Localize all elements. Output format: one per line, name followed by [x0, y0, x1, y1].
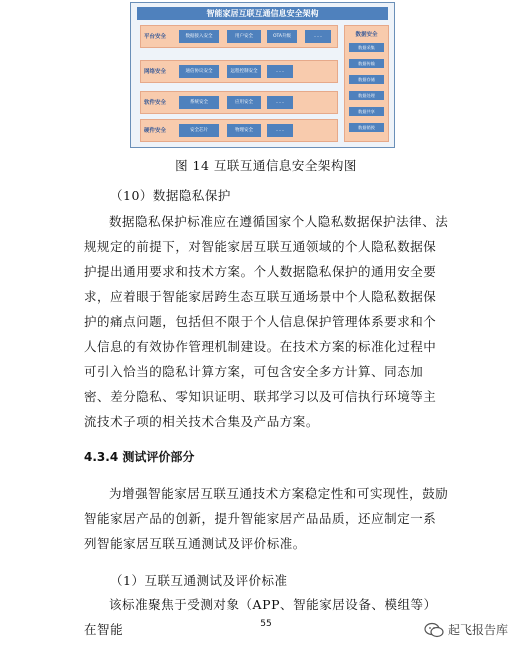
- wechat-icon: [424, 622, 444, 638]
- side-item: 数据采集: [349, 43, 384, 52]
- layer-label: 平台安全: [144, 34, 167, 40]
- privacy-paragraph: 数据隐私保护标准应在遵循国家个人隐私数据保护法律、法规规定的前提下，对智能家居互联互通领域的个人隐私数据保护提出通用要求和技术方案。个人数据隐私保护的通用安全要求，应着眼于智能家居跨生态互联互通场景中个人隐私数据保护的痛点问题，包括但不限于个人信息保护管理体系要求和个人信息的有效协作管理机制建设。在技术方案的标准化过程中可引入恰当的隐私计算方案，可包含安全多方计算、同态加密、差分隐私、零知识证明、联邦学习以及可信执行环境等主流技术子项的相关技术合集及产品方案。: [84, 214, 449, 429]
- side-item: 数据共享: [349, 107, 384, 116]
- data-security-panel: [344, 25, 389, 142]
- module: 安全芯片: [179, 124, 219, 137]
- watermark: [424, 621, 508, 638]
- layer-software: [140, 91, 338, 114]
- layer-label: 网络安全: [144, 69, 167, 75]
- module: 数据接入安全: [179, 30, 219, 43]
- testing-standard-paragraph: 该标准聚焦于受测对象（APP、智能家居设备、模组等）在智能: [84, 597, 437, 637]
- security-architecture-diagram: [130, 2, 395, 148]
- side-panel-title: 数据安全: [355, 32, 378, 38]
- module: ……: [267, 96, 293, 109]
- layer-label: 硬件安全: [144, 128, 167, 134]
- module: ……: [267, 65, 293, 78]
- diagram-title: 智能家居互联互通信息安全架构: [137, 7, 388, 20]
- side-item: 数据销毁: [349, 123, 384, 132]
- layer-hardware: [140, 119, 338, 142]
- module: OTA升级: [267, 30, 297, 43]
- module: 应用安全: [227, 96, 261, 109]
- module: 系统安全: [179, 96, 219, 109]
- subsection-title-10: （10）数据隐私保护: [110, 188, 231, 203]
- layer-label: 软件安全: [144, 100, 167, 106]
- watermark-text: 起飞报告库: [448, 623, 509, 637]
- page-number: 55: [260, 619, 272, 629]
- module: 通信协议安全: [179, 65, 219, 78]
- subsection-title-1: （1）互联互通测试及评价标准: [110, 573, 288, 588]
- side-item: 数据处理: [349, 91, 384, 100]
- module: 物理安全: [227, 124, 261, 137]
- side-item: 数据传输: [349, 59, 384, 68]
- section-heading-4-3-4: 4.3.4 测试评价部分: [84, 450, 195, 464]
- testing-paragraph: 为增强智能家居互联互通技术方案稳定性和可实现性，鼓励智能家居产品的创新，提升智能家居产品品质，还应制定一系列智能家居互联互通测试及评价标准。: [84, 486, 449, 551]
- layer-network: [140, 60, 338, 83]
- module: 用户安全: [227, 30, 261, 43]
- layer-platform: [140, 25, 338, 48]
- module: ……: [305, 30, 331, 43]
- module: 远程控制安全: [227, 65, 261, 78]
- side-item: 数据存储: [349, 75, 384, 84]
- module: ……: [267, 124, 293, 137]
- figure-caption: 图 14 互联互通信息安全架构图: [175, 158, 357, 173]
